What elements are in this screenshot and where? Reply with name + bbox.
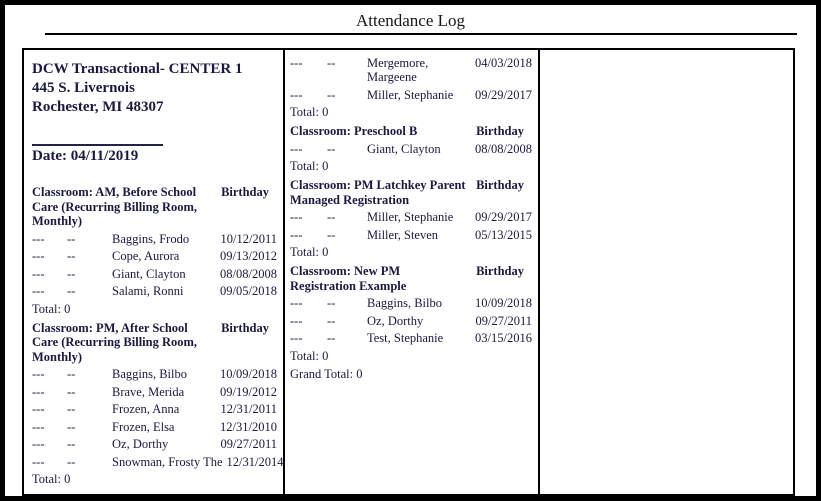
classroom-section-continued bbox=[290, 56, 532, 119]
row-birthday: 09/27/2011 bbox=[475, 313, 532, 328]
attendance-row bbox=[290, 331, 532, 345]
section-title: Classroom: PM, After School Care (Recurring Billing Room, Monthly) bbox=[32, 320, 198, 364]
row-name: Miller, Steven bbox=[367, 227, 439, 242]
row-birthday: 09/13/2012 bbox=[220, 249, 277, 263]
attendance-row bbox=[32, 267, 277, 281]
row-name: Baggins, Bilbo bbox=[112, 367, 188, 381]
attendance-row bbox=[290, 210, 532, 224]
section-total: Total: 0 bbox=[290, 245, 329, 259]
row-name: Salami, Ronni bbox=[112, 284, 184, 298]
row-dash-long: --- bbox=[32, 384, 45, 399]
row-name: Oz, Dorthy bbox=[367, 313, 424, 328]
row-birthday: 03/15/2016 bbox=[475, 331, 532, 345]
classroom-section-am-before-school bbox=[32, 185, 277, 316]
classroom-section-pm-after-school bbox=[32, 320, 284, 487]
report-column-right bbox=[540, 50, 793, 494]
row-name: Giant, Clayton bbox=[367, 141, 441, 156]
report-column-middle bbox=[285, 50, 540, 494]
attendance-row bbox=[32, 420, 277, 434]
section-title: Classroom: AM, Before School Care (Recurring Billing Room, Monthly) bbox=[32, 185, 198, 228]
row-dash-short: -- bbox=[67, 367, 76, 381]
row-dash-long: --- bbox=[290, 141, 303, 156]
classroom-section-preschool-b bbox=[290, 124, 532, 173]
row-birthday: 04/03/2018 bbox=[475, 56, 532, 70]
row-dash-short: -- bbox=[327, 56, 336, 70]
row-birthday: 09/29/2017 bbox=[475, 210, 532, 224]
attendance-row bbox=[290, 142, 532, 156]
section-header bbox=[32, 185, 277, 229]
center-info-block bbox=[32, 60, 277, 165]
row-name: Cope, Aurora bbox=[112, 249, 180, 263]
row-dash-long: --- bbox=[290, 331, 303, 345]
row-dash-short: -- bbox=[327, 331, 336, 345]
date-underline bbox=[32, 144, 163, 146]
row-birthday: 12/31/2011 bbox=[220, 402, 277, 416]
row-dash-short: -- bbox=[67, 454, 76, 469]
section-header bbox=[32, 321, 277, 365]
row-dash-long: --- bbox=[32, 402, 45, 416]
section-header bbox=[290, 264, 532, 293]
attendance-row bbox=[32, 385, 277, 399]
center-name: DCW Transactional- CENTER 1 bbox=[32, 61, 243, 77]
birthday-column-header: Birthday bbox=[221, 320, 269, 335]
section-title: Classroom: PM Latchkey Parent Managed Registration bbox=[290, 178, 466, 207]
row-dash-short: -- bbox=[327, 296, 336, 310]
row-dash-short: -- bbox=[67, 284, 76, 298]
report-table bbox=[22, 48, 795, 496]
row-birthday: 08/08/2008 bbox=[475, 141, 532, 156]
row-name: Baggins, Bilbo bbox=[367, 296, 443, 310]
row-dash-long: --- bbox=[32, 367, 45, 381]
section-title: Classroom: New PM Registration Example bbox=[290, 264, 407, 293]
center-address-line2: Rochester, MI 48307 bbox=[32, 99, 164, 115]
attendance-row bbox=[32, 249, 277, 263]
birthday-column-header: Birthday bbox=[476, 264, 524, 278]
section-total: Total: 0 bbox=[32, 472, 71, 486]
birthday-column-header: Birthday bbox=[221, 185, 269, 199]
attendance-row bbox=[32, 232, 277, 246]
row-name: Giant, Clayton bbox=[112, 266, 186, 281]
center-address-line1: 445 S. Livernois bbox=[32, 80, 135, 96]
section-header bbox=[290, 178, 532, 207]
row-birthday: 12/31/2010 bbox=[220, 419, 277, 434]
row-name: Mergemore, Margeene bbox=[367, 56, 429, 84]
row-birthday: 10/09/2018 bbox=[475, 296, 532, 310]
row-dash-short: -- bbox=[327, 227, 336, 242]
row-birthday: 09/29/2017 bbox=[475, 87, 532, 102]
row-dash-long: --- bbox=[32, 437, 45, 451]
attendance-row bbox=[290, 296, 532, 310]
row-dash-short: -- bbox=[67, 437, 76, 451]
classroom-section-pm-latchkey bbox=[290, 178, 532, 259]
section-header bbox=[290, 124, 532, 139]
attendance-row bbox=[290, 56, 532, 84]
row-dash-long: --- bbox=[32, 266, 45, 281]
row-dash-short: -- bbox=[327, 313, 336, 328]
row-dash-long: --- bbox=[290, 210, 303, 224]
row-name: Frozen, Elsa bbox=[112, 419, 175, 434]
row-name: Snowman, Frosty The bbox=[112, 454, 223, 469]
row-birthday: 10/12/2011 bbox=[220, 231, 277, 246]
attendance-row bbox=[32, 284, 277, 298]
section-total: Total: 0 bbox=[290, 159, 329, 173]
row-name: Brave, Merida bbox=[112, 384, 185, 399]
row-dash-short: -- bbox=[67, 402, 76, 416]
row-birthday: 10/09/2018 bbox=[220, 367, 277, 381]
row-dash-long: --- bbox=[32, 231, 45, 246]
row-birthday: 09/05/2018 bbox=[220, 284, 277, 298]
section-total: Total: 0 bbox=[290, 105, 329, 119]
attendance-row bbox=[290, 88, 532, 102]
row-dash-short: -- bbox=[327, 141, 336, 156]
row-name: Miller, Stephanie bbox=[367, 87, 454, 102]
row-dash-long: --- bbox=[290, 227, 303, 242]
row-dash-long: --- bbox=[290, 296, 303, 310]
row-birthday: 08/08/2008 bbox=[220, 266, 277, 281]
attendance-row bbox=[290, 314, 532, 328]
row-dash-short: -- bbox=[67, 384, 76, 399]
row-dash-short: -- bbox=[67, 249, 76, 263]
birthday-column-header: Birthday bbox=[476, 124, 524, 138]
page-title: Attendance Log bbox=[355, 11, 466, 30]
row-dash-short: -- bbox=[67, 231, 76, 246]
section-title: Classroom: Preschool B bbox=[290, 124, 418, 138]
row-birthday: 05/13/2015 bbox=[475, 227, 532, 242]
row-dash-short: -- bbox=[327, 87, 336, 102]
row-birthday: 09/27/2011 bbox=[220, 437, 277, 451]
classroom-section-new-pm-registration bbox=[290, 264, 532, 363]
title-divider bbox=[45, 33, 797, 35]
row-name: Frozen, Anna bbox=[112, 402, 180, 416]
attendance-row bbox=[32, 437, 277, 451]
attendance-row bbox=[290, 228, 532, 242]
attendance-row bbox=[32, 402, 277, 416]
row-birthday: 09/19/2012 bbox=[220, 384, 277, 399]
row-dash-short: -- bbox=[67, 419, 76, 434]
attendance-row bbox=[32, 367, 277, 381]
row-dash-long: --- bbox=[32, 454, 45, 469]
row-birthday: 12/31/2014 bbox=[226, 454, 284, 469]
row-dash-short: -- bbox=[327, 210, 336, 224]
report-column-left bbox=[24, 50, 285, 494]
row-name: Baggins, Frodo bbox=[112, 231, 190, 246]
row-name: Miller, Stephanie bbox=[367, 210, 454, 224]
row-name: Test, Stephanie bbox=[367, 331, 444, 345]
grand-total: Grand Total: 0 bbox=[290, 366, 363, 381]
row-dash-long: --- bbox=[32, 249, 45, 263]
section-total: Total: 0 bbox=[290, 348, 329, 363]
row-dash-long: --- bbox=[32, 284, 45, 298]
row-dash-long: --- bbox=[290, 87, 303, 102]
birthday-column-header: Birthday bbox=[476, 178, 524, 192]
report-date: Date: 04/11/2019 bbox=[32, 148, 139, 164]
row-name: Oz, Dorthy bbox=[112, 437, 169, 451]
row-dash-long: --- bbox=[290, 56, 303, 70]
attendance-row bbox=[32, 454, 284, 469]
row-dash-long: --- bbox=[290, 313, 303, 328]
row-dash-short: -- bbox=[67, 266, 76, 281]
section-total: Total: 0 bbox=[32, 301, 71, 316]
row-dash-long: --- bbox=[32, 419, 45, 434]
